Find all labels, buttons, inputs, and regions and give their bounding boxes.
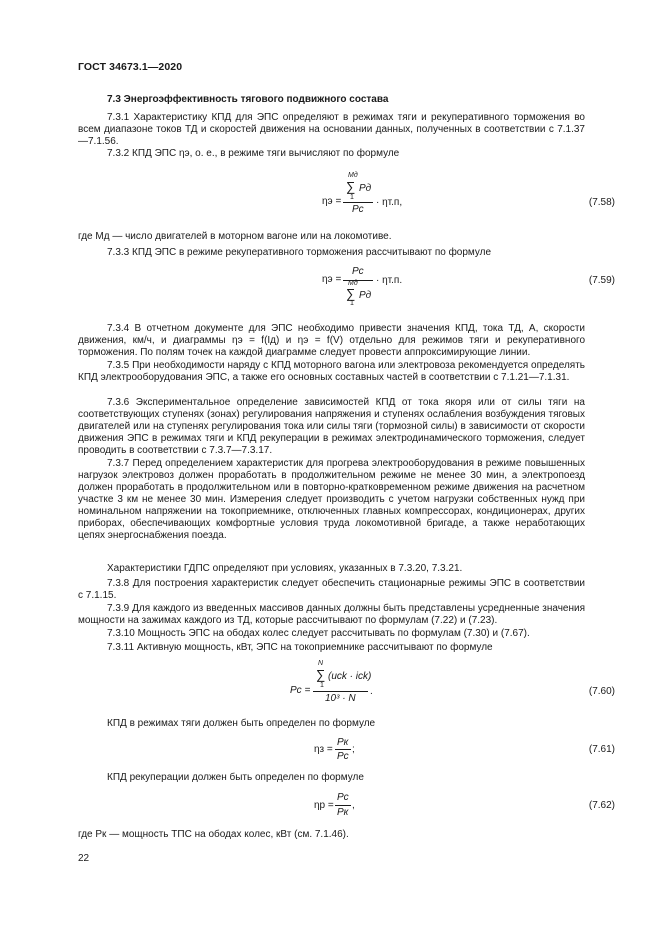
equation-7-61: [0, 736, 661, 776]
where-md: где Mд — число двигателей в моторном вагоне или на локомотиве.: [78, 231, 392, 242]
eq-numerator: Pс: [337, 792, 349, 803]
fraction-bar: [343, 202, 373, 203]
page-number: 22: [78, 853, 90, 864]
equation-7-59: [0, 264, 661, 307]
eq-sum-sign: ∑: [316, 667, 326, 682]
equation-number: (7.58): [588, 197, 615, 208]
eq-denominator: Pк: [337, 807, 349, 818]
paragraph-7-3-1: 7.3.1 Характеристику КПД для ЭПС определяют в режимах тяги и рекуперативного торможения во всем диапазоне токов ТД и скоростей движения на основании данных, полученных в соответствии с 7.1.37—7.1.56.: [78, 112, 585, 147]
paragraph-7-3-7-gdps: Характеристики ГДПС определяют при условиях, указанных в 7.3.20, 7.3.21.: [107, 563, 463, 574]
paragraph-7-3-6: 7.3.6 Экспериментальное определение зависимостей КПД от тока якоря или от силы тяги на соответствующих ступенях (зонах) регулирования напряжения и ступенях ослабления возбуждения тяговых двигателей или на ступенях регулирования тока или силы тяги (тормозной силы) в зависимости от скорости движения ЭПС в режимах тяги и КПД рекуперации в режимах электродинамического торможения, следует проводить в соответствии с 7.3.7—7.3.17.: [78, 397, 585, 456]
eq-tail: ,: [352, 800, 355, 811]
eq-tail: · ηт.п.: [376, 275, 403, 286]
eq-sum-upper: Mд: [348, 280, 358, 287]
eq-tail: · ηт.п,: [376, 197, 403, 208]
equation-number: (7.60): [588, 686, 615, 697]
paragraph-7-3-2: 7.3.2 КПД ЭПС ηэ, о. е., в режиме тяги вычисляют по формуле: [107, 148, 400, 159]
eq-denominator: Pс: [352, 204, 364, 215]
fraction-bar: [335, 749, 351, 750]
paragraph-7-3-9: 7.3.9 Для каждого из введенных массивов данных должны быть представлены усредненные значения мощности на зажимах каждого из ТД, которые рассчитывают по формулам (7.22) и (7.23).: [78, 603, 585, 626]
paragraph-7-3-5: 7.3.5 При необходимости наряду с КПД моторного вагона или электровоза рекомендуется определять КПД электрооборудования ЭПС, а также его основных составных частей в соответствии с 7.1.21—7.1.31.: [78, 360, 585, 383]
paragraph-7-3-3: 7.3.3 КПД ЭПС в режиме рекуперативного торможения рассчитывают по формуле: [107, 247, 492, 258]
paragraph-7-3-10: 7.3.10 Мощность ЭПС на ободах колес следует рассчитывать по формулам (7.30) и (7.67).: [107, 628, 530, 639]
eq-sum-upper: N: [318, 660, 324, 667]
eq-sum-sign: ∑: [346, 179, 356, 194]
eq-denominator: 10³ · N: [325, 693, 356, 704]
eq-sum-sign: ∑: [346, 286, 356, 301]
paragraph-7-3-4: 7.3.4 В отчетном документе для ЭПС необходимо привести значения КПД, тока ТД, А, скорости движения, км/ч, и диаграммы ηэ = f(Iд) и ηэ = f(V) отдельно для режимов тяги и рекуперативного торможения. По полям точек на каждой диаграмме следует провести аппроксимирующие линии.: [78, 323, 585, 358]
eq-denominator: Pс: [337, 751, 349, 762]
eq-sum-lower: 1: [320, 682, 324, 689]
eq-lhs: ηз =: [314, 744, 333, 755]
equation-number: (7.59): [588, 275, 615, 286]
equation-7-60: [0, 660, 661, 704]
eq-tail: ;: [352, 744, 355, 755]
eq-numerator: Pс: [352, 266, 364, 277]
fraction-bar: [313, 691, 368, 692]
eq-sum-upper: Mд: [348, 172, 358, 179]
equation-7-58: [0, 172, 661, 215]
eq-tail: .: [370, 686, 373, 697]
paragraph-7-3-7: 7.3.7 Перед определением характеристик для прогрева электрооборудования в режиме повышенных нагрузок электровоз должен проработать в продолжительном режиме не менее 30 мин, а электропоезд должен проработать в продолжительном или в повторно-кратковременном режиме движения на расчетном участке 3 км не менее 30 мин. Измерения следует производить с учетом нагрузки собственных нужд при номинальном напряжении на токоприемнике, отключенных главных компрессорах, кондиционерах, других приборах, обеспечивающих комфортные условия труда локомотивной бригаде, а также неработающих цепях энергоснабжения поезда.: [78, 458, 585, 541]
eq-sum-lower: 1: [350, 194, 354, 201]
eq-lhs: Pс =: [290, 685, 311, 696]
where-pk: где Pк — мощность ТПС на ободах колес, кВт (см. 7.1.46).: [78, 829, 349, 840]
section-title: 7.3 Энергоэффективность тягового подвижного состава: [107, 94, 389, 105]
fraction-bar: [335, 805, 351, 806]
eq-sum-lower: 1: [350, 300, 354, 307]
eq-lhs: ηэ =: [322, 196, 342, 207]
eq-numerator: Pк: [337, 737, 349, 748]
eq-denominator: Pд: [359, 290, 372, 301]
kpd-traction-text: КПД в режимах тяги должен быть определен по формуле: [107, 718, 376, 729]
kpd-recuperation-text: КПД рекуперации должен быть определен по формуле: [107, 772, 364, 783]
eq-numerator: (uck · ick): [328, 671, 372, 682]
standard-header: ГОСТ 34673.1—2020: [78, 61, 183, 73]
eq-lhs: ηэ =: [322, 274, 342, 285]
paragraph-7-3-8: 7.3.8 Для построения характеристик следует обеспечить стационарные режимы ЭПС в соответствии с 7.1.15.: [78, 578, 585, 601]
equation-number: (7.62): [588, 800, 615, 811]
eq-numerator: Pд: [359, 183, 372, 194]
equation-7-62: [0, 791, 661, 831]
equation-number: (7.61): [588, 744, 615, 755]
paragraph-7-3-11: 7.3.11 Активную мощность, кВт, ЭПС на токоприемнике рассчитывают по формуле: [107, 642, 493, 653]
eq-lhs: ηр =: [314, 800, 334, 811]
